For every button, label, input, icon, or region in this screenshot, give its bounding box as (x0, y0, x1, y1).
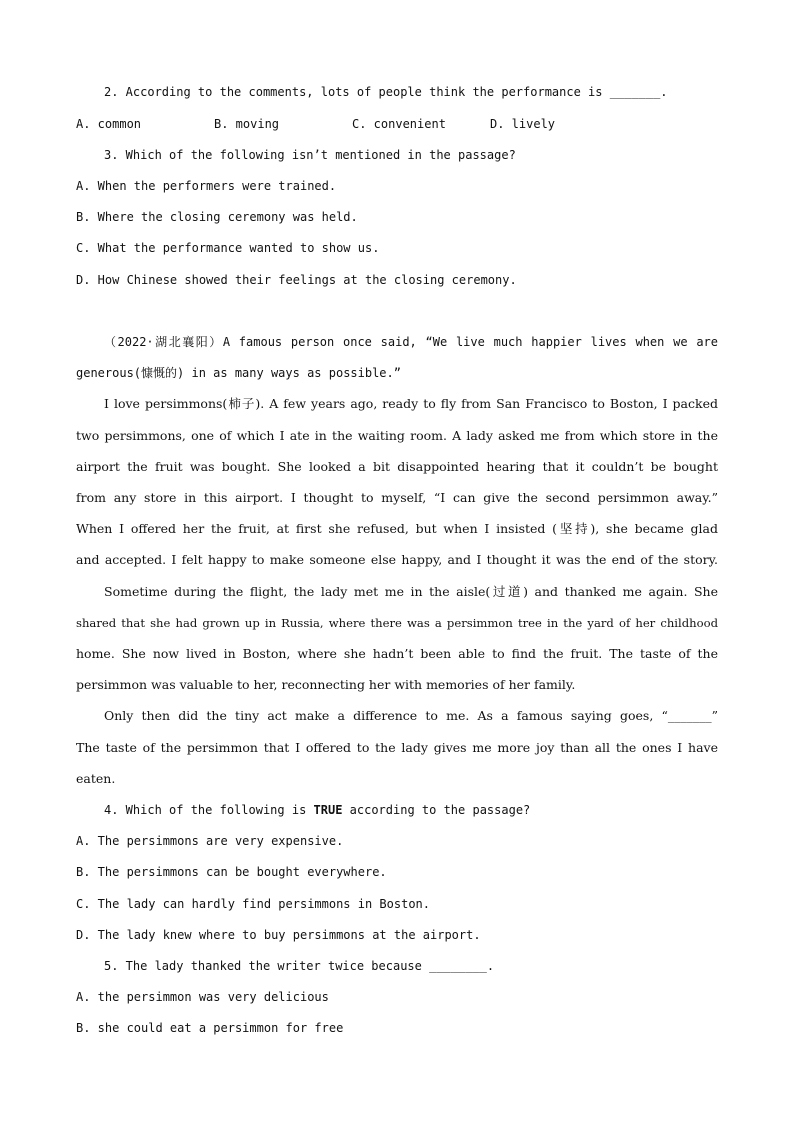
q3-option-d: D. How Chinese showed their feelings at the closing ceremony. (76, 273, 517, 287)
paragraph-2-line-3: home. She now lived in Boston, where she hadn’t been able to find the fruit. The taste of the (76, 646, 718, 661)
q2-option-b: B. moving (214, 117, 280, 131)
paragraph-2-line-4: persimmon was valuable to her, reconnecting her with memories of her family. (76, 677, 576, 692)
q2-option-c: C. convenient (352, 117, 446, 131)
paragraph-3-line-1: Only then did the tiny act make a difference to me. As a famous saying goes, “_______” (104, 708, 718, 723)
q2-option-a: A. common (76, 117, 142, 131)
q5-option-a: A. the persimmon was very delicious (76, 990, 329, 1004)
q2-option-d: D. lively (490, 117, 556, 131)
q4-option-a: A. The persimmons are very expensive. (76, 834, 344, 848)
passage-intro-line-2: generous(慷慨的) in as many ways as possible.” (76, 366, 401, 380)
q4-option-b: B. The persimmons can be bought everywhere. (76, 865, 387, 879)
passage-intro-line-1: （2022·湖北襄阳）A famous person once said, “We live much happier lives when we are (104, 335, 718, 349)
paragraph-3-line-2: The taste of the persimmon that I offered to the lady gives me more joy than all the ones I have (76, 740, 718, 755)
question-4-stem-post: according to the passage? (342, 803, 531, 817)
q4-option-d: D. The lady knew where to buy persimmons at the airport. (76, 928, 481, 942)
question-4-stem-pre: 4. Which of the following is (104, 803, 314, 817)
paragraph-1-line-3: airport the fruit was bought. She looked a bit disappointed hearing that it couldn’t be bought (76, 459, 718, 474)
paragraph-1-line-2: two persimmons, one of which I ate in the waiting room. A lady asked me from which store in the (76, 428, 718, 443)
paragraph-1-line-1: I love persimmons(柿子). A few years ago, ready to fly from San Francisco to Boston, I packed (104, 396, 718, 411)
question-5-stem: 5. The lady thanked the writer twice because ________. (104, 959, 495, 973)
question-3-stem: 3. Which of the following isn’t mentioned in the passage? (104, 148, 516, 162)
paragraph-2-line-2: shared that she had grown up in Russia, where there was a persimmon tree in the yard of her childhood (76, 616, 718, 630)
q5-option-b: B. she could eat a persimmon for free (76, 1021, 344, 1035)
question-4-stem-bold: TRUE (313, 803, 343, 817)
paragraph-3-line-3: eaten. (76, 771, 116, 786)
question-4-stem (104, 802, 746, 818)
q3-option-b: B. Where the closing ceremony was held. (76, 210, 358, 224)
paragraph-2-line-1: Sometime during the flight, the lady met me in the aisle(过道) and thanked me again. She (104, 584, 718, 599)
q4-option-c: C. The lady can hardly find persimmons in Boston. (76, 897, 431, 911)
paragraph-1-line-4: from any store in this airport. I thought to myself, “I can give the second persimmon away.” (76, 490, 718, 505)
paragraph-1-line-5: When I offered her the fruit, at first she refused, but when I insisted (坚持), she became glad (76, 521, 718, 536)
paragraph-1-line-6: and accepted. I felt happy to make someone else happy, and I thought it was the end of the story. (76, 552, 718, 567)
q3-option-c: C. What the performance wanted to show us. (76, 241, 380, 255)
q3-option-a: A. When the performers were trained. (76, 179, 337, 193)
question-2-stem: 2. According to the comments, lots of people think the performance is _______. (104, 85, 668, 99)
